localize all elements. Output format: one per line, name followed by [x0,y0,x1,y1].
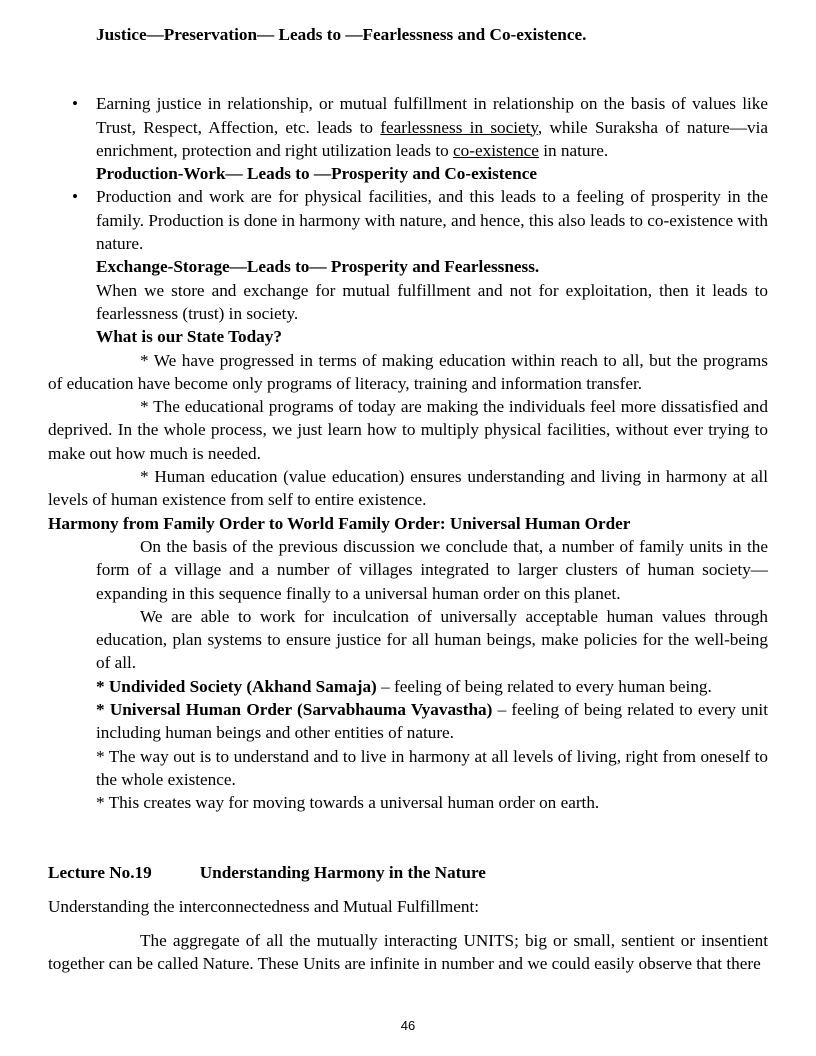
heading-harmony-family-order: Harmony from Family Order to World Family Order: Universal Human Order [48,513,631,533]
bullet1-underline-coexistence: co-existence [453,140,539,160]
bullet-item-production-work [72,185,768,255]
undivided-society-description: – feeling of being related to every human being. [376,676,712,696]
undivided-society-label: * Undivided Society (Akhand Samaja) [96,676,377,696]
spacer-before-lecture [48,815,768,861]
heading-justice-preservation: Justice—Preservation— Leads to —Fearlessness and Co-existence. [96,25,587,44]
top-spacer [48,0,768,23]
spacer-after-lecture [48,884,768,895]
bullet-item-earning-justice-text [96,92,768,162]
paragraph-aggregate-units: The aggregate of all the mutually interacting UNITS; big or small, sentient or insentient together can be called Nature. These Units are infinite in number and we could easily observe that there [48,931,768,974]
paragraph-star-educational-programs: * The educational programs of today are making the individuals feel more dissatisfied and deprived. In the whole process, we just learn how to multiply physical facilities, without ever trying to make out how much is needed. [48,397,768,463]
paragraph-exchange-storage: When we store and exchange for mutual fulfillment and not for exploitation, then it leads to fearlessness (trust) in society. [96,280,768,323]
bullet1-text-c: in nature. [538,140,609,160]
bullet-item-earning-justice [72,92,768,162]
spacer-after-top-heading [48,46,768,92]
lecture-title: Understanding Harmony in the Nature [199,862,486,882]
lecture-number: Lecture No.19 [48,862,152,882]
paragraph-star-progressed: * We have progressed in terms of making education within reach to all, but the programs of education have become only programs of literacy, training and information transfer. [48,350,768,393]
page-content [48,0,768,976]
paragraph-we-are-able: We are able to work for inculcation of universally acceptable human values through education, plan systems to ensure justice for all human beings, make policies for the well-being of all. [96,606,768,673]
bullet-dot-icon: • [72,94,79,114]
heading-exchange-storage: Exchange-Storage—Leads to— Prosperity and Fearlessness. [96,257,540,277]
bullet-dot-icon: • [72,187,79,207]
paragraph-undivided-society [96,675,768,698]
paragraph-understanding-interconnectedness: Understanding the interconnectedness and Mutual Fulfillment: [48,896,480,916]
paragraph-star-way-out: * The way out is to understand and to live in harmony at all levels of living, right from oneself to the whole existence. [96,746,768,789]
paragraph-star-creates-way: * This creates way for moving towards a universal human order on earth. [96,793,600,813]
universal-human-order-label: * Universal Human Order (Sarvabhauma Vyavastha) [96,700,493,720]
lecture-heading [48,861,768,884]
paragraph-star-human-education: * Human education (value education) ensures understanding and living in harmony at all levels of human existence from self to entire existence. [48,467,768,510]
bullet1-underline-fearlessness: fearlessness in society [380,117,538,137]
bullet1-text-b: , while Suraksha of nature—via enrichment, protection and right utilization leads to [96,117,768,160]
spacer-before-aggregate [48,918,768,929]
heading-what-is-our-state-today: What is our State Today? [96,327,282,347]
universal-human-order-description: – feeling of being related to every unit including human beings and other entities of nature. [96,700,768,743]
page-number: 46 [400,1018,416,1033]
heading-production-work: Production-Work— Leads to —Prosperity and Co-existence [96,164,537,184]
bullet-item-production-work-text: Production and work are for physical facilities, and this leads to a feeling of prosperity in the family. Production is done in harmony with nature, and hence, this also leads to co-existence with nature. [96,187,768,254]
bullet1-text-a: Earning justice in relationship, or mutual fulfillment in relationship on the basis of values like Trust, Respect, Affection, etc. leads to [96,94,768,137]
paragraph-universal-human-order [96,698,768,745]
paragraph-on-the-basis: On the basis of the previous discussion we conclude that, a number of family units in the form of a village and a number of villages integrated to larger clusters of human society—expanding in this sequence finally to a universal human order on this planet. [96,536,768,603]
